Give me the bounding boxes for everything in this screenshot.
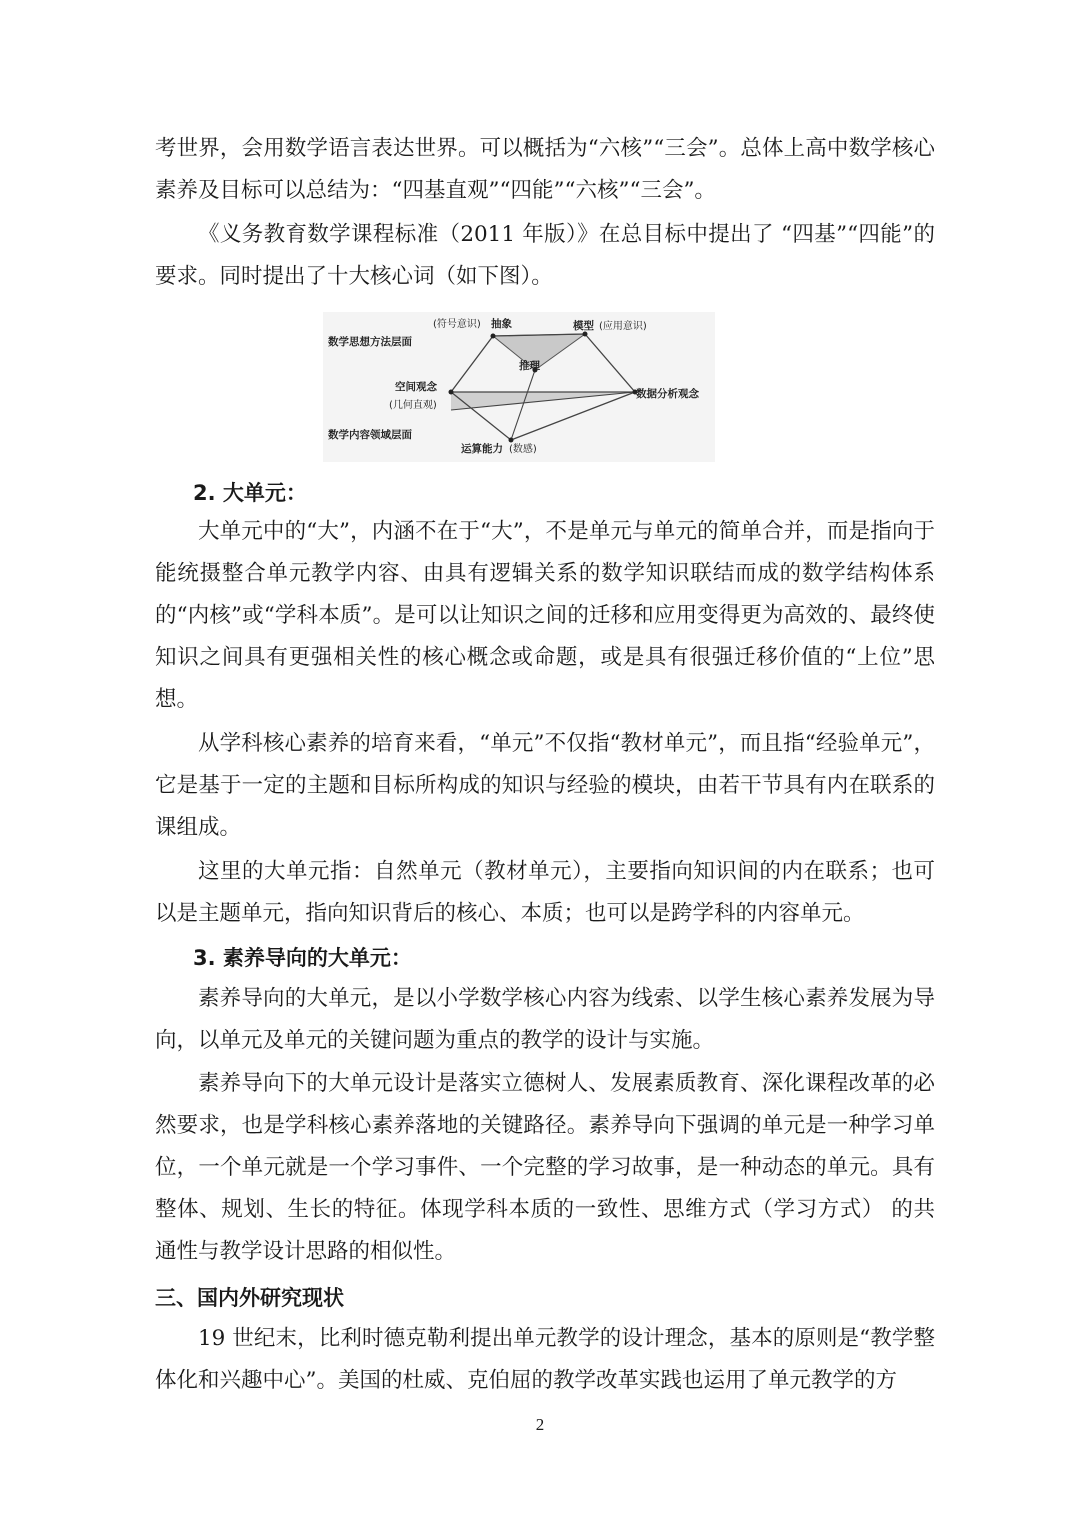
- paragraph-research-history: 19 世纪末，比利时德克勒利提出单元教学的设计理念，基本的原则是“教学整体化和兴趣中心”。美国的杜威、克伯屈的教学改革实践也运用了单元教学的方: [155, 1326, 935, 1393]
- vertex-abstract: [491, 334, 496, 339]
- paragraph-big-unit-meaning: 大单元中的“大”，内涵不在于“大”，不是单元与单元的简单合并，而是指向于能统摄整合单元教学内容、由具有逻辑关系的数学知识联结而成的数学结构体系的“内核”或“学科本质”。是可以让知识之间的迁移和应用变得更为高效的、最终使知识之间具有更强相关性的核心概念或命题，或是具有很强迁移价值的“上位”思想。: [155, 519, 935, 712]
- section-heading-research-status: 三、国内外研究现状: [155, 1286, 344, 1310]
- label-calc: 运算能力: [461, 443, 503, 455]
- edge-reasoning-calc: [511, 370, 535, 440]
- vertex-calc: [509, 438, 514, 443]
- label-abstract-note: (符号意识): [433, 319, 481, 330]
- paragraph-literacy-unit-design: 素养导向下的大单元设计是落实立德树人、发展素质教育、深化课程改革的必然要求，也是学科核心素养落地的关键路径。素养导向下强调的单元是一种学习单位，一个单元就是一个学习事件、一个完整的学习故事，是一种动态的单元。具有整体、规划、生长的特征。体现学科本质的一致性、思维方式（学习方式） 的共通性与教学设计思路的相似性。: [155, 1071, 935, 1264]
- label-space-note: (几何直观): [389, 400, 437, 411]
- paragraph-unit-types: 这里的大单元指：自然单元（教材单元），主要指向知识间的内在联系；也可以是主题单元，指向知识背后的核心、本质；也可以是跨学科的内容单元。: [155, 859, 935, 926]
- label-reasoning: 推理: [519, 360, 540, 372]
- vertex-space: [449, 390, 454, 395]
- section-heading-literacy-unit: 3. 素养导向的大单元：: [193, 946, 412, 970]
- section-heading-big-unit: 2. 大单元：: [193, 481, 307, 505]
- edge-model-data: [585, 334, 635, 392]
- core-keywords-diagram: [323, 312, 715, 462]
- label-layer-bottom: 数学内容领域层面: [328, 429, 412, 441]
- paragraph-continuation: 考世界，会用数学语言表达世界。可以概括为“六核”“三会”。总体上高中数学核心素养及目标可以总结为：“四基直观”“四能”“六核”“三会”。: [155, 136, 935, 203]
- label-calc-note: (数感): [509, 444, 537, 455]
- label-abstract: 抽象: [491, 318, 512, 330]
- label-model-note: (应用意识): [599, 321, 647, 332]
- paragraph-unit-cultivation: 从学科核心素养的培育来看，“单元”不仅指“教材单元”，而且指“经验单元”，它是基于一定的主题和目标所构成的知识与经验的模块，由若干节具有内在联系的课组成。: [155, 731, 935, 840]
- vertex-model: [583, 332, 588, 337]
- paragraph-curriculum-standard: 《义务教育数学课程标准（2011 年版）》在总目标中提出了 “四基”“四能”的要求。同时提出了十大核心词（如下图）。: [155, 222, 935, 289]
- edge-abstract-space: [451, 336, 493, 392]
- label-space: 空间观念: [395, 381, 437, 393]
- paragraph-literacy-unit-definition: 素养导向的大单元，是以小学数学核心内容为线索、以学生核心素养发展为导向，以单元及单元的关键问题为重点的教学的设计与实施。: [155, 986, 935, 1053]
- label-data: 数据分析观念: [636, 388, 699, 400]
- label-layer-top: 数学思想方法层面: [328, 336, 412, 348]
- page-number: 2: [535, 1415, 545, 1434]
- diagram-svg: [323, 312, 715, 462]
- label-model: 模型: [573, 320, 594, 332]
